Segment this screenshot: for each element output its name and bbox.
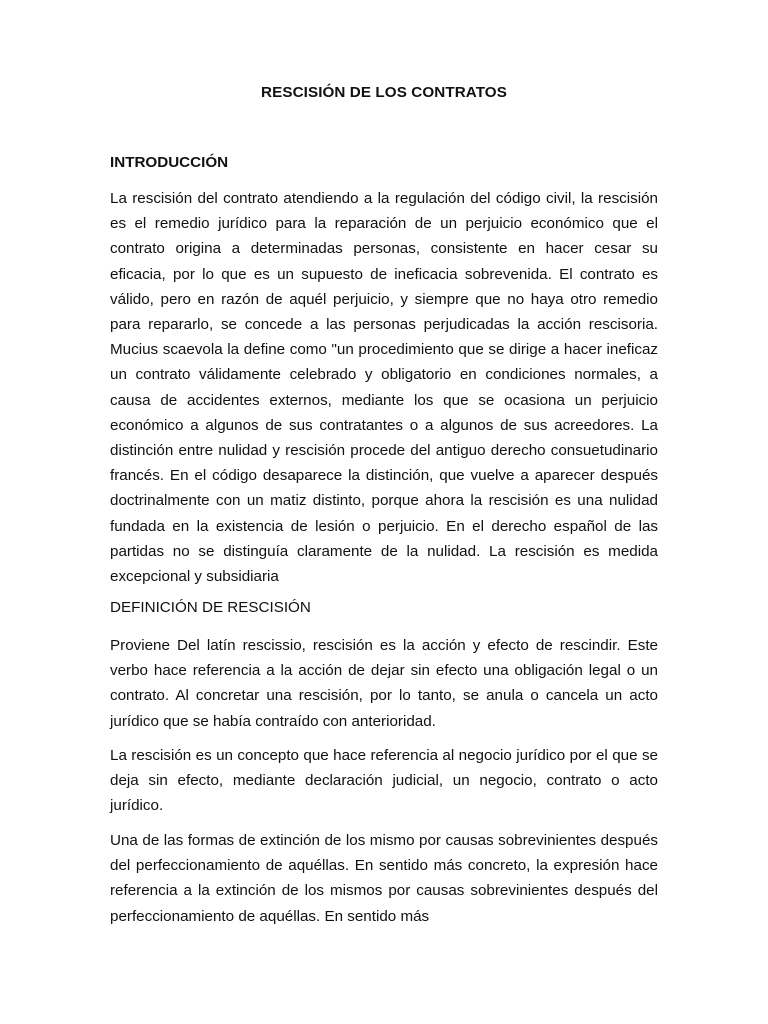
definition-heading: DEFINICIÓN DE RESCISIÓN <box>110 599 311 616</box>
definition-paragraph-2: La rescisión es un concepto que hace referencia al negocio jurídico por el que se deja sin efecto, mediante declaración judicial, un negocio, contrato o acto jurídico. <box>110 747 658 815</box>
definition-paragraph-1: Proviene Del latín rescissio, rescisión es la acción y efecto de rescindir. Este verbo hace referencia a la acción de dejar sin efecto una obligación legal o un contrato. Al concretar una rescisión, por lo tanto, se anula o cancela un acto jurídico que se había contraído con anterioridad. <box>110 637 658 730</box>
introduction-paragraph: La rescisión del contrato atendiendo a la regulación del código civil, la rescisión es el remedio jurídico para la reparación de un perjuicio económico que el contrato origina a determinadas personas, consistente en hacer cesar su eficacia, por lo que es un supuesto de ineficacia sobrevenida. El contrato es válido, pero en razón de aquél perjuicio, y siempre que no haya otro remedio para repararlo, se concede a las personas perjudicadas la acción rescisoria. Mucius scaevola la define como "un procedimiento que se dirige a hacer ineficaz un contrato válidamente celebrado y obligatorio en condiciones normales, a causa de accidentes externos, mediante los que se ocasiona un perjuicio económico a algunos de sus contratantes o a algunos de sus acreedores. La distinción entre nulidad y rescisión procede del antiguo derecho consuetudinario francés. En el código desaparece la distinción, que vuelve a aparecer después doctrinalmente con un matiz distinto, porque ahora la rescisión es una nulidad fundada en la existencia de lesión o perjuicio. En el derecho español de las partidas no se distinguía claramente de la nulidad. La rescisión es medida excepcional y subsidiaria <box>110 190 658 586</box>
introduction-heading: INTRODUCCIÓN <box>110 154 229 171</box>
document-title: RESCISIÓN DE LOS CONTRATOS <box>261 84 507 101</box>
definition-paragraph-3: Una de las formas de extinción de los mismo por causas sobrevinientes después del perfeccionamiento de aquéllas. En sentido más concreto, la expresión hace referencia a la extinción de los mismos por causas sobrevinientes después del perfeccionamiento de aquéllas. En sentido más <box>110 832 658 925</box>
